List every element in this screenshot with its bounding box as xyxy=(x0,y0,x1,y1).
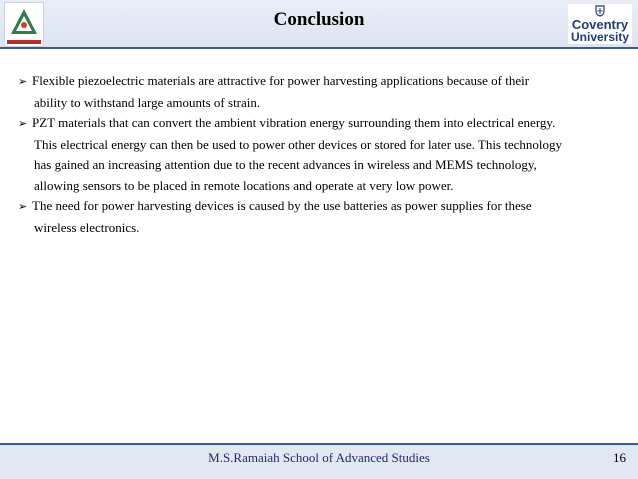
logo-text-line1: Coventry xyxy=(571,17,629,32)
slide-content xyxy=(18,71,618,238)
bullet-line: PZT materials that can convert the ambient vibration energy surrounding them into electrical energy. xyxy=(32,115,556,130)
bullet-line: The need for power harvesting devices is caused by the use batteries as power supplies for these xyxy=(32,198,532,213)
page-number: 16 xyxy=(613,450,626,465)
slide-title: Conclusion xyxy=(273,9,365,30)
bullet-line: ability to withstand large amounts of strain. xyxy=(34,94,261,110)
bullet-line: allowing sensors to be placed in remote locations and operate at very low power. xyxy=(34,177,454,193)
header-rule xyxy=(0,47,638,49)
footer-institution: M.S.Ramaiah School of Advanced Studies xyxy=(208,450,430,465)
bullet-line: This electrical energy can then be used to power other devices or stored for later use. This technology xyxy=(34,136,563,152)
logo-strip xyxy=(7,40,41,44)
logo-text-line2: University xyxy=(570,30,630,44)
bullet-item xyxy=(18,71,618,113)
arrow-bullet-icon: ➢ xyxy=(18,200,28,213)
bullet-line: has gained an increasing attention due to the recent advances in wireless and MEMS technology, xyxy=(34,157,537,172)
coventry-university-logo xyxy=(568,4,632,44)
bullet-item xyxy=(18,113,618,196)
bullet-line: wireless electronics. xyxy=(34,219,140,235)
footer-band xyxy=(0,445,638,479)
arrow-bullet-icon: ➢ xyxy=(18,75,28,88)
bullet-item xyxy=(18,196,618,238)
arrow-bullet-icon: ➢ xyxy=(18,117,28,130)
bullet-line: Flexible piezoelectric materials are attractive for power harvesting applications because of their xyxy=(32,73,530,88)
header-band xyxy=(0,0,638,47)
crest-icon xyxy=(594,5,606,17)
